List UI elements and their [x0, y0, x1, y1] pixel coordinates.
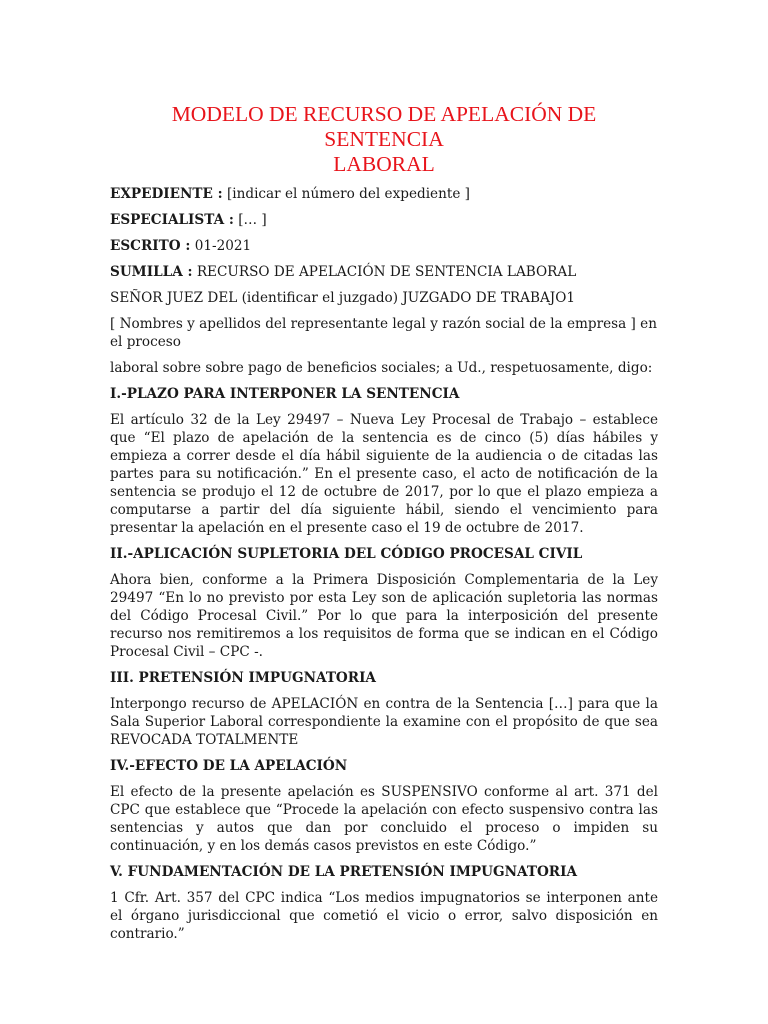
sumilla-label: SUMILLA : [110, 264, 193, 280]
section-2-heading: II.-APLICACIÓN SUPLETORIA DEL CÓDIGO PROCESAL CIVIL [110, 546, 583, 562]
escrito-field [110, 237, 658, 255]
section-4-heading: IV.-EFECTO DE LA APELACIÓN [110, 758, 348, 774]
expediente-label: EXPEDIENTE : [110, 186, 223, 202]
section-1-body: El artículo 32 de la Ley 29497 – Nueva Ley Procesal de Trabajo – establece que “El plazo de apelación de la sentencia es de cinco (5) días hábiles y empieza a correr desde el día hábil siguiente de la audiencia o de citadas las partes para su notificación.” En el presente caso, el acto de notificación de la sentencia se produjo el 12 de octubre de 2017, por lo que el plazo empieza a computarse a partir del día siguiente hábil, siendo el vencimiento para presentar la apelación en el presente caso el 19 de octubre de 2017. [110, 412, 658, 536]
expediente-field [110, 185, 658, 203]
addressee: SEÑOR JUEZ DEL (identificar el juzgado) JUZGADO DE TRABAJO1 [110, 290, 576, 306]
section-4-body: El efecto de la presente apelación es SUSPENSIVO conforme al art. 371 del CPC que establece que “Procede la apelación con efecto suspensivo contra las sentencias y autos que dan por concluido el proceso o impiden su continuación, y en los demás casos previstos en este Código.” [110, 784, 658, 854]
intro-paragraph-2: laboral sobre sobre pago de beneficios sociales; a Ud., respetuosamente, digo: [110, 360, 653, 376]
section-2-body: Ahora bien, conforme a la Primera Disposición Complementaria de la Ley 29497 “En lo no previsto por esta Ley son de aplicación supletoria las normas del Código Procesal Civil.” Por lo que para la interposición del presente recurso nos remitiremos a los requisitos de forma que se indican en el Código Procesal Civil – CPC -. [110, 572, 658, 660]
section-5-heading: V. FUNDAMENTACIÓN DE LA PRETENSIÓN IMPUGNATORIA [110, 864, 577, 880]
document-title [110, 102, 658, 177]
title-line-1: MODELO DE RECURSO DE APELACIÓN DE SENTENCIA [171, 102, 597, 151]
escrito-value: 01-2021 [190, 238, 252, 254]
expediente-value: [indicar el número del expediente ] [222, 186, 470, 202]
especialista-value: [… ] [233, 212, 267, 228]
title-line-2: LABORAL [333, 152, 435, 176]
section-3-body: Interpongo recurso de APELACIÓN en contra de la Sentencia […] para que la Sala Superior Laboral correspondiente la examine con el propósito de que sea REVOCADA TOTALMENTE [110, 696, 658, 748]
section-5-body: 1 Cfr. Art. 357 del CPC indica “Los medios impugnatorios se interponen ante el órgano jurisdiccional que cometió el vicio o error, salvo disposición en contrario.” [110, 890, 658, 942]
section-3-heading: III. PRETENSIÓN IMPUGNATORIA [110, 670, 376, 686]
sumilla-value: RECURSO DE APELACIÓN DE SENTENCIA LABORAL [192, 264, 577, 280]
especialista-label: ESPECIALISTA : [110, 212, 234, 228]
sumilla-field [110, 263, 658, 281]
intro-paragraph: [ Nombres y apellidos del representante legal y razón social de la empresa ] en el proceso [110, 316, 657, 350]
escrito-label: ESCRITO : [110, 238, 191, 254]
especialista-field [110, 211, 658, 229]
section-1-heading: I.-PLAZO PARA INTERPONER LA SENTENCIA [110, 386, 460, 402]
